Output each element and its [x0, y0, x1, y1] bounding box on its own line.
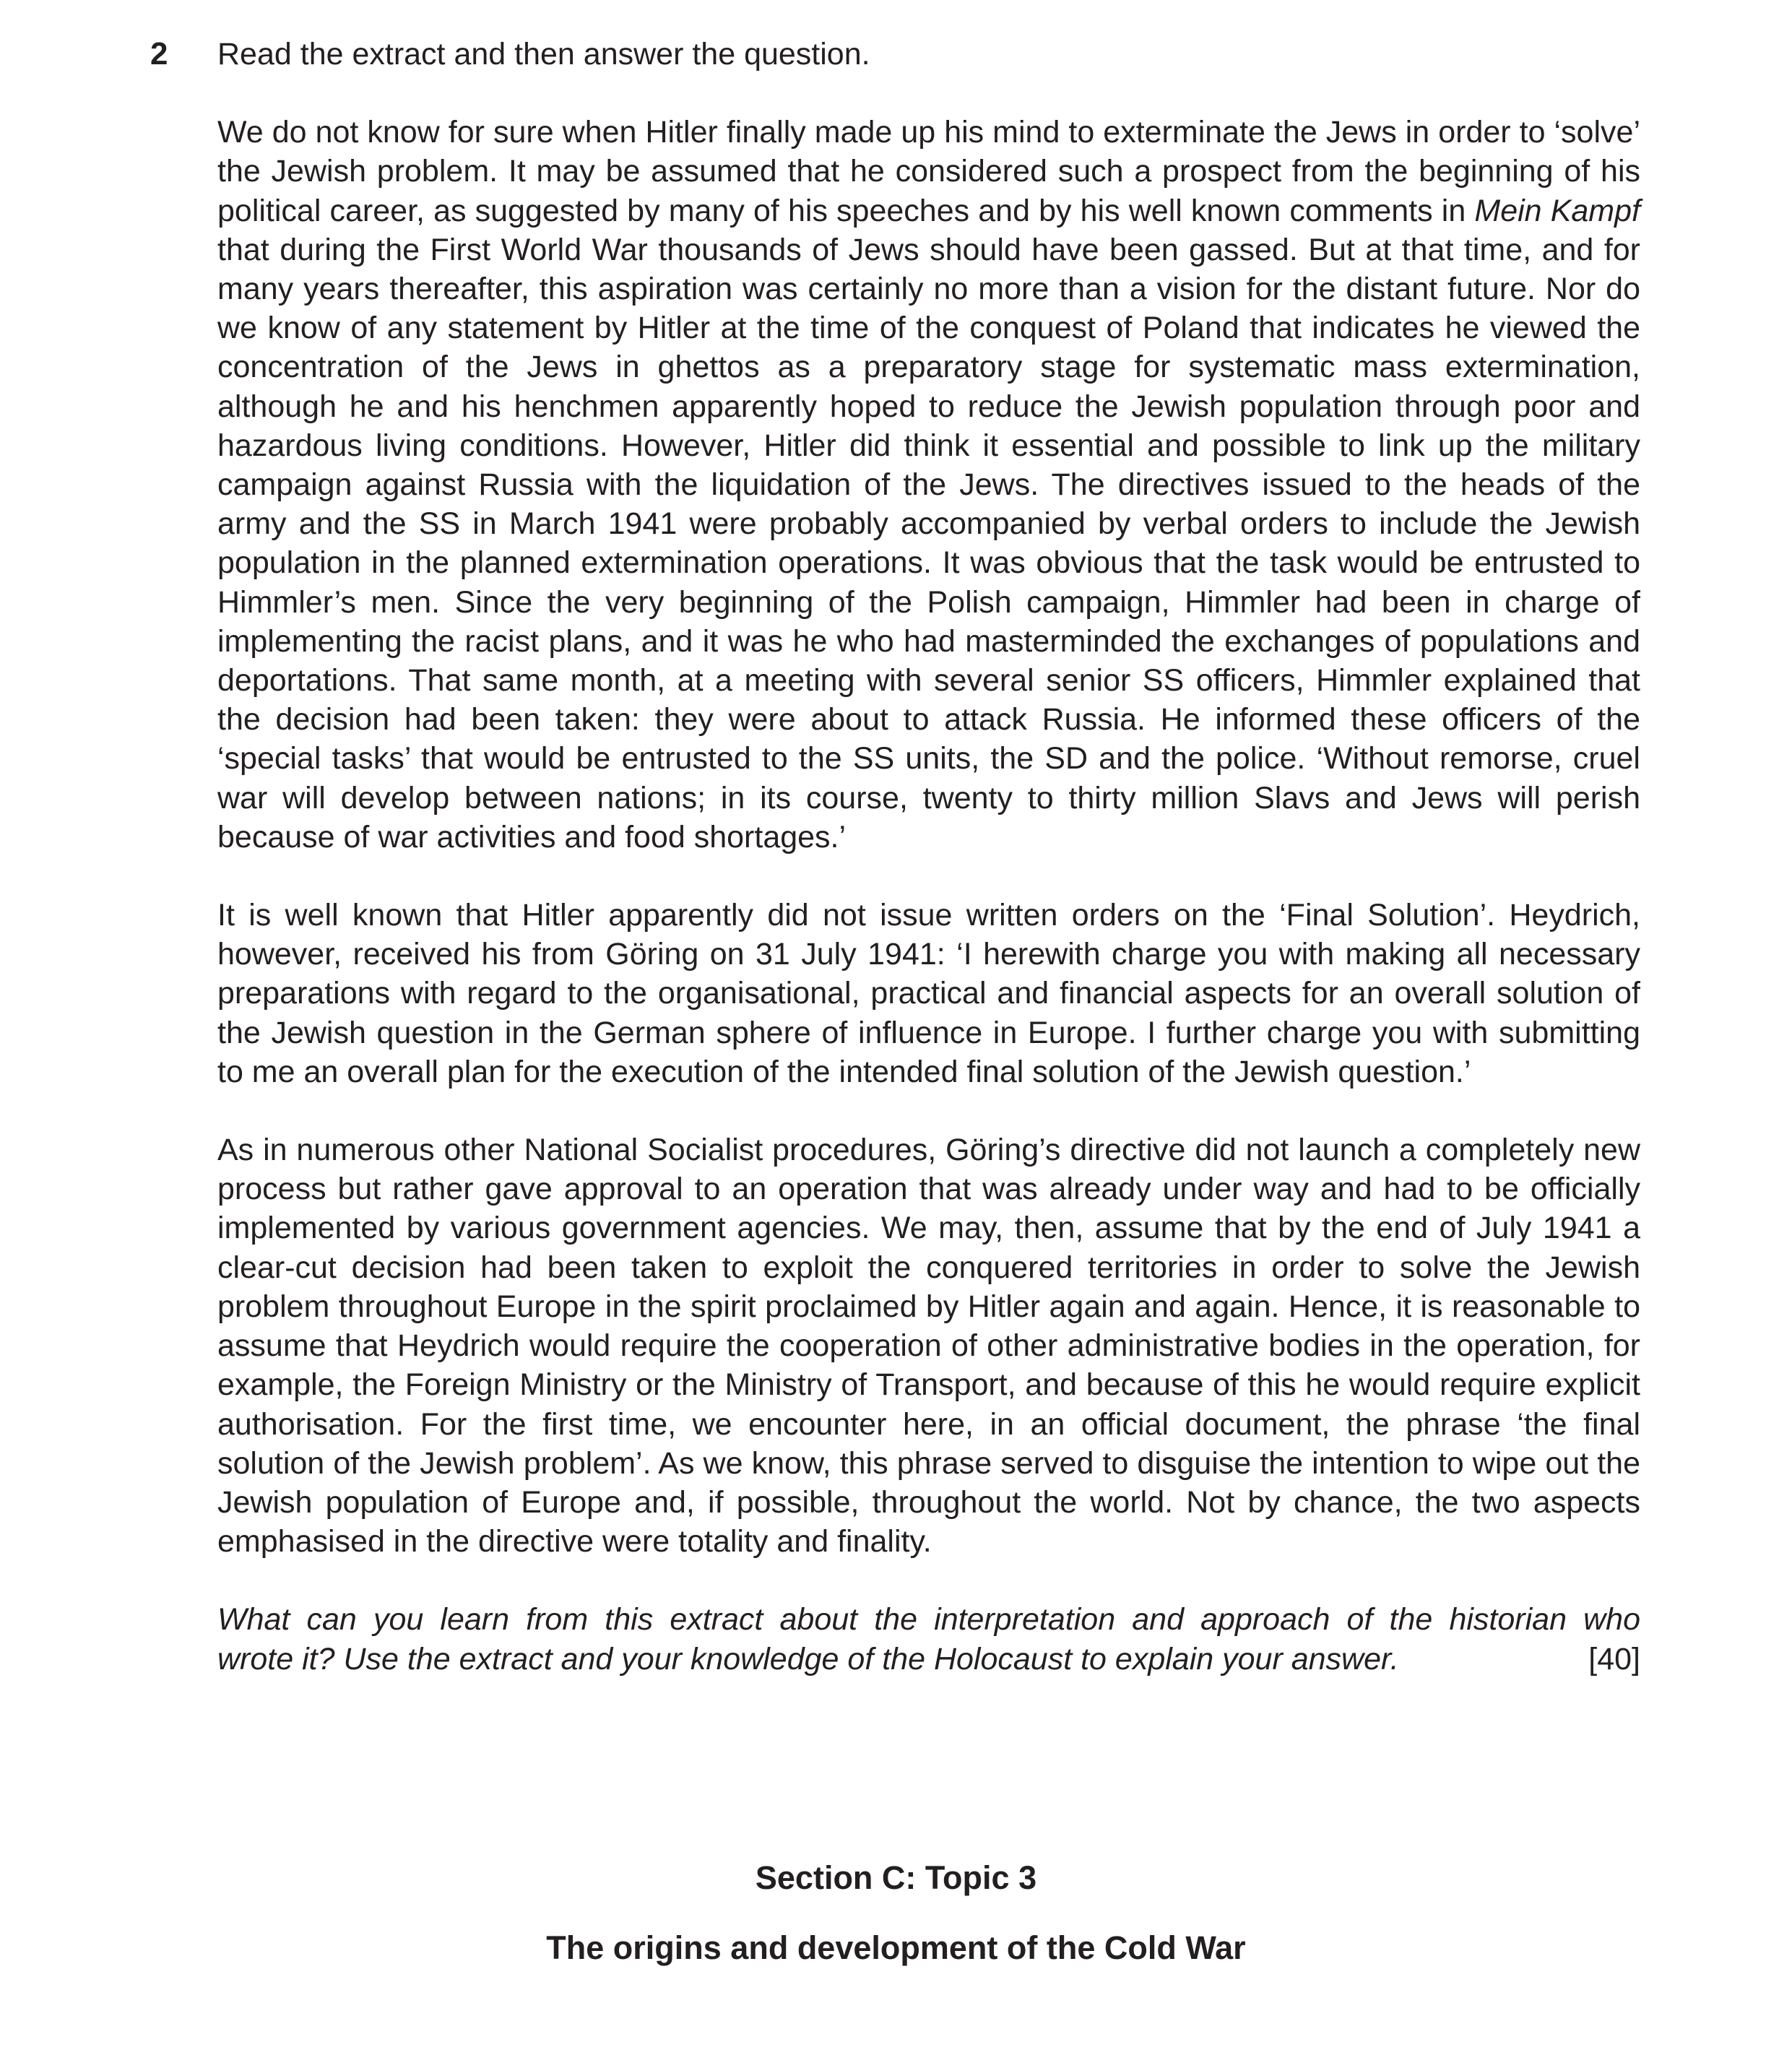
question-content: [217, 35, 1640, 1679]
question-prompt: [217, 1600, 1640, 1678]
extract-paragraph-2: It is well known that Hitler apparently did not issue written orders on the ‘Final Solution’. Heydrich, however, received his from Göring on 31 July 1941: ‘I herewith charge you with making all necessary preparations with regard to the organisational, practical and financial aspects for an overall solution of the Jewish question in the German sphere of influence in Europe. I further charge you with submitting to me an overall plan for the execution of the intended final solution of the Jewish question.’: [217, 898, 1640, 1089]
book-title-mein-kampf: Mein Kampf: [1474, 193, 1640, 228]
section-title: Section C: Topic 3: [755, 1859, 1037, 1896]
extract-paragraph-1-start: We do not know for sure when Hitler finally made up his mind to exterminate the Jews in order to ‘solve’ the Jewish problem. It may be assumed that he considered such a prospect from the beginning of his political career, as suggested by many of his speeches and by his well known comments in: [217, 115, 1640, 228]
extract-paragraph-1: [217, 113, 1640, 857]
question-marks: [40]: [1588, 1641, 1640, 1677]
question-prompt-line-1: What can you learn from this extract about the interpretation and approach of the historian who: [217, 1602, 1640, 1637]
question-number: 2: [150, 36, 168, 72]
extract-paragraph-1-end: that during the First World War thousands of Jews should have been gassed. But at that time, and for many years thereafter, this aspiration was certainly no more than a vision for the distant future. Nor do we know of any statement by Hitler at the time of the conquest of Poland that indicates he viewed the concentration of the Jews in ghettos as a preparatory stage for systematic mass extermination, although he and his henchmen apparently hoped to reduce the Jewish population through poor and hazardous living conditions. However, Hitler did think it essential and possible to link up the military campaign against Russia with the liquidation of the Jews. The directives issued to the heads of the army and the SS in March 1941 were probably accompanied by verbal orders to include the Jewish population in the planned extermination operations. It was obvious that the task would be entrusted to Himmler’s men. Since the very beginning of the Polish campaign, Himmler had been in charge of implementing the racist plans, and it was he who had masterminded the exchanges of populations and deportations. That same month, at a meeting with several senior SS officers, Himmler explained that the decision had been taken: they were about to attack Russia. He informed these officers of the ‘special tasks’ that would be entrusted to the SS units, the SD and the police. ‘Without remorse, cruel war will develop between nations; in its course, twenty to thirty million Slavs and Jews will perish because of war activities and food shortages.’: [217, 232, 1640, 855]
question-prompt-line-2: wrote it? Use the extract and your knowledge of the Holocaust to explain your answer.: [217, 1641, 1399, 1677]
question-prompt-line-2-row: [217, 1640, 1640, 1679]
extract-paragraph-3: As in numerous other National Socialist procedures, Göring’s directive did not launch a completely new process but rather gave approval to an operation that was already under way and had to be officially implemented by various government agencies. We may, then, assume that by the end of July 1941 a clear-cut decision had been taken to exploit the conquered territories in order to solve the Jewish problem throughout Europe in the spirit proclaimed by Hitler again and again. Hence, it is reasonable to assume that Heydrich would require the cooperation of other administrative bodies in the operation, for example, the Foreign Ministry or the Ministry of Transport, and because of this he would require explicit authorisation. For the first time, we encounter here, in an official document, the phrase ‘the final solution of the Jewish problem’. As we know, this phrase served to disguise the intention to wipe out the Jewish population of Europe and, if possible, throughout the world. Not by chance, the two aspects emphasised in the directive were totality and finality.: [217, 1133, 1640, 1559]
question-instruction: Read the extract and then answer the question.: [217, 37, 870, 72]
section-topic-title: The origins and development of the Cold War: [546, 1929, 1246, 1966]
